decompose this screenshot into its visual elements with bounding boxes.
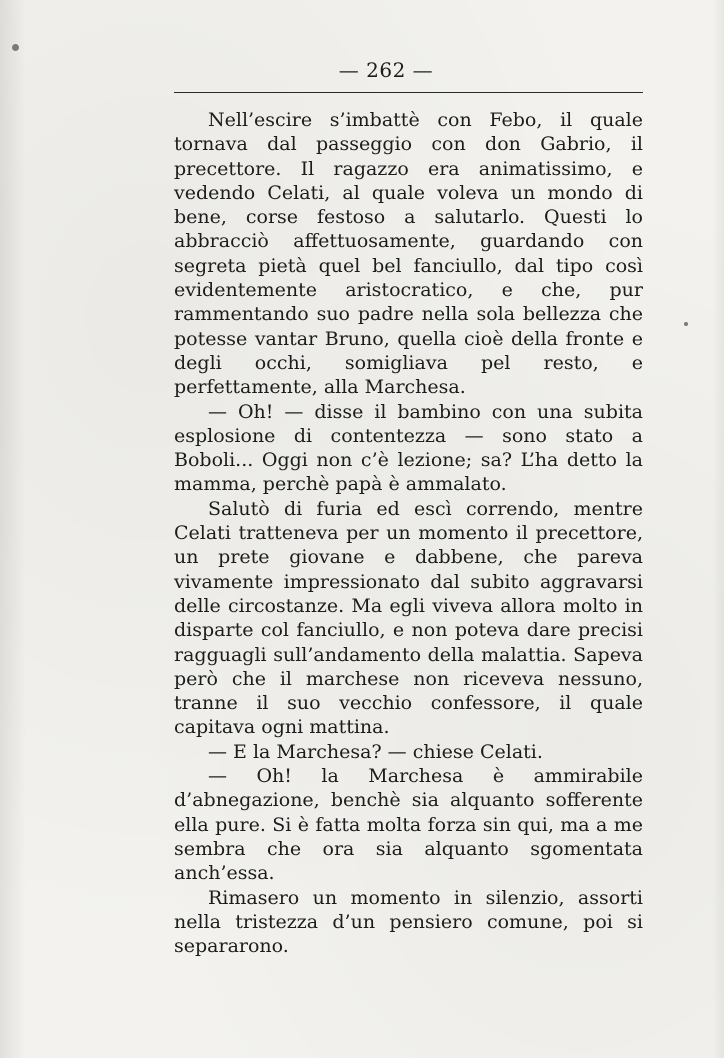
paragraph: — Oh! la Marchesa è ammirabile d’abnegazione, benchè sia alquanto sofferente ella pure. Si è fatta molta forza sin qui, ma a me sembra che ora sia alquanto sgomentata anch’essa. [174,765,643,885]
page-gutter-shadow [0,0,26,1058]
paragraph: Nell’escire s’imbattè con Febo, il quale tornava dal passeggio con don Gabrio, il precettore. Il ragazzo era animatissimo, e vedendo Celati, al quale voleva un mondo di bene, corse festoso a salutarlo. Questi lo abbracciò affettuosamente, guardando con segreta pietà quel bel fanciullo, dal tipo così evidentemente aristocratico, e che, pur rammentando suo padre nella sola bellezza che potesse vantar Bruno, quella cioè della fronte e degli occhi, somigliava pel resto, e perfettamente, alla Marchesa. [174,109,643,399]
paragraph: — Oh! — disse il bambino con una subita esplosione di contentezza — sono stato a Boboli... Oggi non c’è lezione; sa? L’ha detto la mamma, perchè papà è ammalato. [174,400,643,496]
body-text [174,108,643,958]
paragraph: Salutò di furia ed escì correndo, mentre Celati tratteneva per un momento il precettore, un prete giovane e dabbene, che pareva vivamente impressionato dal subito aggravarsi delle circostanze. Ma egli viveva allora molto in disparte col fanciullo, e non poteva dare precisi ragguagli sull’andamento della malattia. Sapeva però che il marchese non riceveva nessuno, tranne il suo vecchio confessore, il quale capitava ogni mattina. [174,497,643,739]
paper-spot [12,44,19,51]
page-number: — 262 — [338,58,434,82]
page-header [0,58,724,82]
page-edge-shadow [712,0,724,1058]
paragraph: — E la Marchesa? — chiese Celati. [208,740,543,763]
paragraph: Rimasero un momento in silenzio, assorti nella tristezza d’un pensiero comune, poi si separarono. [174,886,643,958]
header-rule [174,92,643,93]
paper-spot [684,322,688,326]
